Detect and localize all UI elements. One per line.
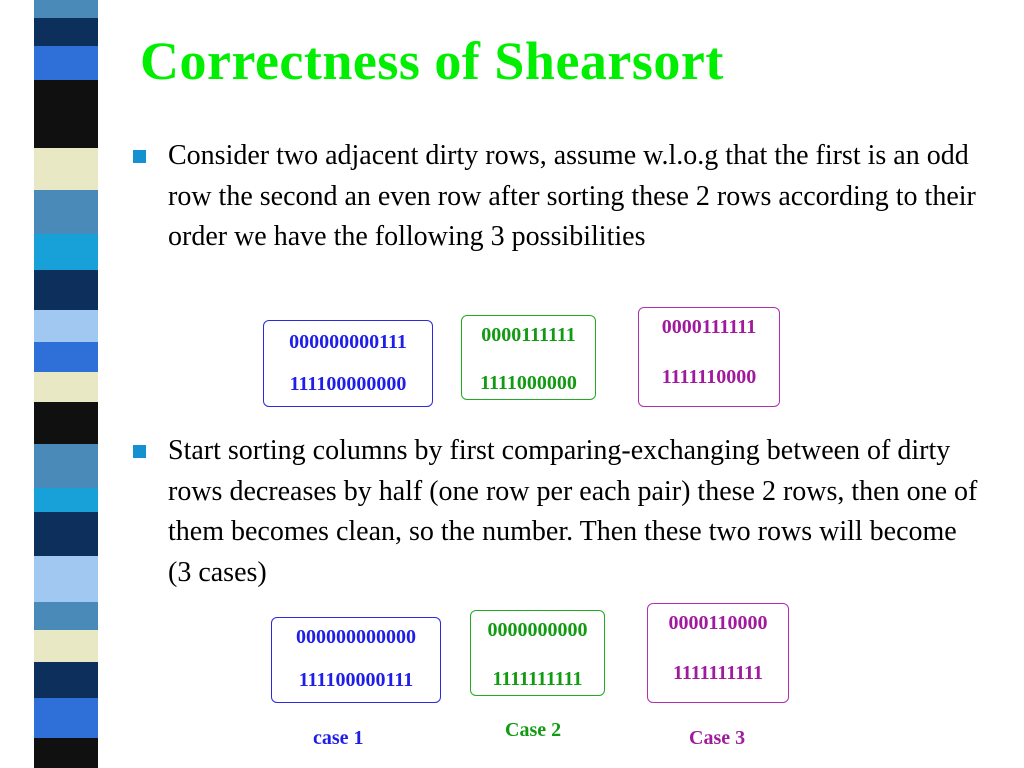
possibility-3-row-2: 1111110000 xyxy=(661,366,757,388)
stripe-band xyxy=(34,18,98,46)
bullet-text-1: Consider two adjacent dirty rows, assume w.l.o.g that the first is an odd row the second an even row after sorting these 2 rows according to their order we have the following 3 possibilities xyxy=(168,140,976,252)
stripe-band xyxy=(34,46,98,80)
possibility-box-2 xyxy=(461,315,596,400)
stripe-band xyxy=(34,148,98,190)
possibility-2-row-2: 1111000000 xyxy=(480,372,577,394)
stripe-band xyxy=(34,512,98,556)
result-1-row-1: 000000000000 xyxy=(296,626,416,648)
possibility-box-3 xyxy=(638,307,780,407)
stripe-band xyxy=(34,444,98,488)
possibility-box-1 xyxy=(263,320,433,407)
case-2-label: Case 2 xyxy=(505,719,562,741)
stripe-band xyxy=(34,488,98,512)
stripe-band xyxy=(34,402,98,444)
case-1-label: case 1 xyxy=(313,727,364,749)
stripe-band xyxy=(34,602,98,630)
result-2-row-1: 0000000000 xyxy=(487,619,588,641)
stripe-band xyxy=(34,342,98,372)
result-box-2 xyxy=(470,610,605,696)
possibility-2-row-1: 0000111111 xyxy=(481,324,576,346)
result-box-3 xyxy=(647,603,789,703)
possibility-1-row-2: 111100000000 xyxy=(289,373,407,395)
stripe-band xyxy=(34,190,98,234)
decorative-stripe xyxy=(34,0,98,768)
bullet-square-icon xyxy=(133,150,146,163)
possibility-1-row-1: 000000000111 xyxy=(289,331,407,353)
slide-title: Correctness of Shearsort xyxy=(140,31,724,91)
stripe-band xyxy=(34,698,98,738)
bullet-text-2: Start sorting columns by first comparing-exchanging between of dirty rows decreases by half (one row per each pair) these 2 rows, then one of them becomes clean, so the number. Then these two rows will become (3 cases) xyxy=(168,435,978,588)
stripe-band xyxy=(34,630,98,662)
stripe-band xyxy=(34,372,98,402)
possibility-3-row-1: 0000111111 xyxy=(661,316,757,338)
stripe-band xyxy=(34,738,98,768)
case-3-label: Case 3 xyxy=(689,727,746,749)
stripe-band xyxy=(34,234,98,270)
stripe-band xyxy=(34,556,98,602)
stripe-band xyxy=(34,662,98,698)
stripe-band xyxy=(34,118,98,148)
result-3-row-1: 0000110000 xyxy=(668,612,768,634)
result-2-row-2: 1111111111 xyxy=(492,668,583,690)
result-box-1 xyxy=(271,617,441,703)
result-1-row-2: 111100000111 xyxy=(298,669,414,691)
stripe-band xyxy=(34,80,98,118)
bullet-square-icon xyxy=(133,445,146,458)
stripe-band xyxy=(34,0,98,18)
stripe-band xyxy=(34,270,98,310)
result-3-row-2: 1111111111 xyxy=(672,662,764,684)
stripe-band xyxy=(34,310,98,342)
